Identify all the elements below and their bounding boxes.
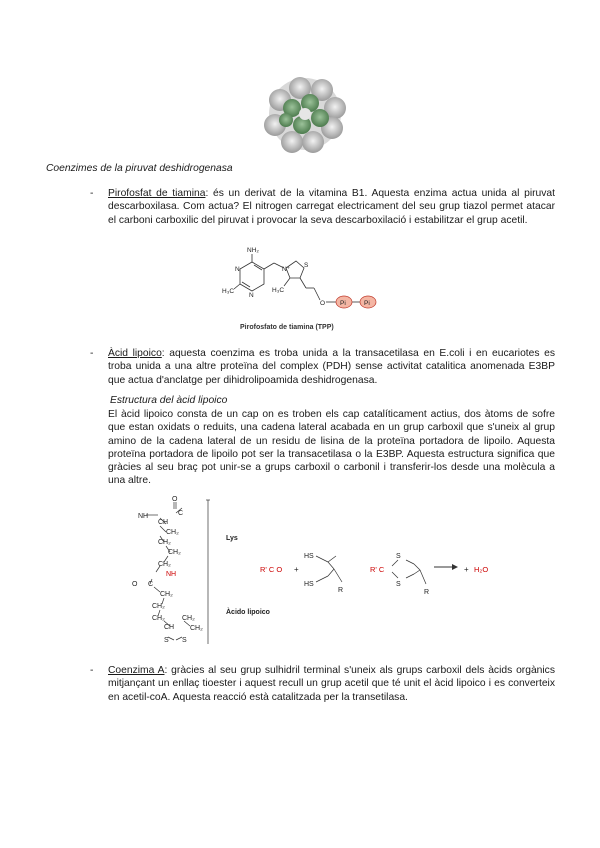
hs-bottom: HS (304, 581, 314, 588)
lip-s1: S (164, 637, 169, 644)
tpp-s: S (304, 262, 309, 269)
lip-o-top: O (172, 496, 178, 503)
s-top: S (396, 553, 401, 560)
lip-nh: NH (138, 513, 149, 520)
section-heading: Coenzimes de la piruvat deshidrogenasa (46, 163, 233, 174)
tpp-pi-1: Pi (340, 300, 346, 307)
lipoic-structure-text: El àcid lipoico consta de un cap on es troben els cap catalíticament actius, dos àtoms de sofre que estan oxidats o reduits, una cadena lateral acabada en un grup carboxil que s'uneix al grup amino de la cadena lateral de un residu de lisina de la proteïna portadora de lipoilo. Aquesta proteïna portadora de lipoilo pot ser la transacetilasa o la E3BP. Aquesta estructura significa que gràcies al seu braç pot unir-se a grups carboxil o carbonil i transferir-los desde una molècula a una altre. (108, 409, 555, 487)
lip-ch2-6: CH₂ (152, 603, 165, 610)
pdh-complex-image (250, 70, 360, 160)
item-coa (108, 664, 555, 704)
bullet-dash-1: - (90, 188, 94, 199)
lip-ch2-7: CH₂ (152, 615, 165, 622)
lip-ch2-3: CH₂ (168, 549, 181, 556)
water-label: H₂O (474, 565, 489, 574)
complex-blobs (264, 77, 346, 153)
item-coa-term: Coenzima A (108, 665, 165, 676)
tpp-o: O (320, 300, 326, 307)
tpp-structure-figure (222, 244, 392, 334)
bullet-dash-3: - (90, 665, 94, 676)
item-lipoic-text: : aquesta coenzima es troba unida a la transacetilasa en E.coli i en eucariotes es troba unida a una altre proteïna del complex (PDH) sense activitat catalitica anomenada E3BP que actua d'anclatge per dihidrolipoamida deshidrogenasa. (108, 348, 555, 386)
lipoic-structure-heading: Estructura del àcid lipoico (110, 395, 228, 406)
lipoamide-bonds (146, 500, 452, 644)
lipoic-label: Àcido lipoico (226, 609, 270, 616)
lip-ch2-9: CH₂ (190, 625, 203, 632)
lip-o-left: O (132, 581, 138, 588)
bullet-dash-2: - (90, 348, 94, 359)
item-tpp (108, 187, 555, 227)
item-lipoic (108, 347, 555, 387)
lip-nh-red: NH (166, 571, 177, 578)
tpp-caption: Pirofosfato de tiamina (TPP) (240, 324, 334, 331)
hs-top: HS (304, 553, 314, 560)
lip-ch2-2: CH₂ (158, 539, 171, 546)
lip-ch-ring: CH (164, 624, 175, 631)
lip-s2: S (182, 637, 187, 644)
product-rc: R' C (370, 565, 385, 574)
reactant-label: R' C O (260, 565, 283, 574)
item-lipoic-term: Àcid lipoico (108, 348, 162, 359)
tpp-nh2: NH₂ (247, 247, 259, 254)
lys-label: Lys (226, 535, 238, 542)
item-tpp-text: : és un derivat de la vitamina B1. Aquesta enzima actua unida al piruvat descarboxilasa. Com actua? El nitrogen carregat electricament del seu grup tiazol permet atacar el carboni carboxilic del piruvat i provocar la seva descarboxilació i estabilitzar el grup acetil. (108, 188, 555, 226)
lip-ch2-1: CH₂ (166, 529, 179, 536)
r-2: R (424, 589, 430, 596)
lip-c-top: C (178, 510, 184, 517)
lip-ch2-4: CH₂ (158, 561, 171, 568)
item-tpp-term: Pirofosfat de tiamina (108, 188, 206, 199)
reaction-plus-2: + (464, 565, 469, 574)
reaction-arrow-head (452, 564, 458, 570)
s-bottom: S (396, 581, 401, 588)
lip-ch2-5: CH₂ (160, 591, 173, 598)
r-1: R (338, 587, 344, 594)
tpp-h3c-left: H₃C (222, 288, 235, 295)
lip-ch2-8: CH₂ (182, 615, 195, 622)
lip-ch: CH (158, 519, 169, 526)
tpp-n-bottom: N (249, 292, 254, 299)
item-coa-text: : gràcies al seu grup sulhidril terminal s'uneix als grups carboxil dels àcids orgànics mitjançant un enllaç tioester i aquest recull un grup acetil que té unit el àcid lipoico i es converteix en acetil-coA. Aquesta reacció està catalitzada per la transetilasa. (108, 665, 555, 703)
tpp-n-top: N (235, 266, 240, 273)
lipoamide-reaction-figure (130, 494, 530, 644)
dihydrolipoyl-bonds (316, 556, 342, 582)
lip-c: C (148, 581, 154, 588)
tpp-n-plus: N⁺ (282, 266, 291, 273)
reaction-plus-1: + (294, 565, 299, 574)
tpp-pi-2: Pi (364, 300, 370, 307)
tpp-h3c-right: H₃C (272, 287, 285, 294)
